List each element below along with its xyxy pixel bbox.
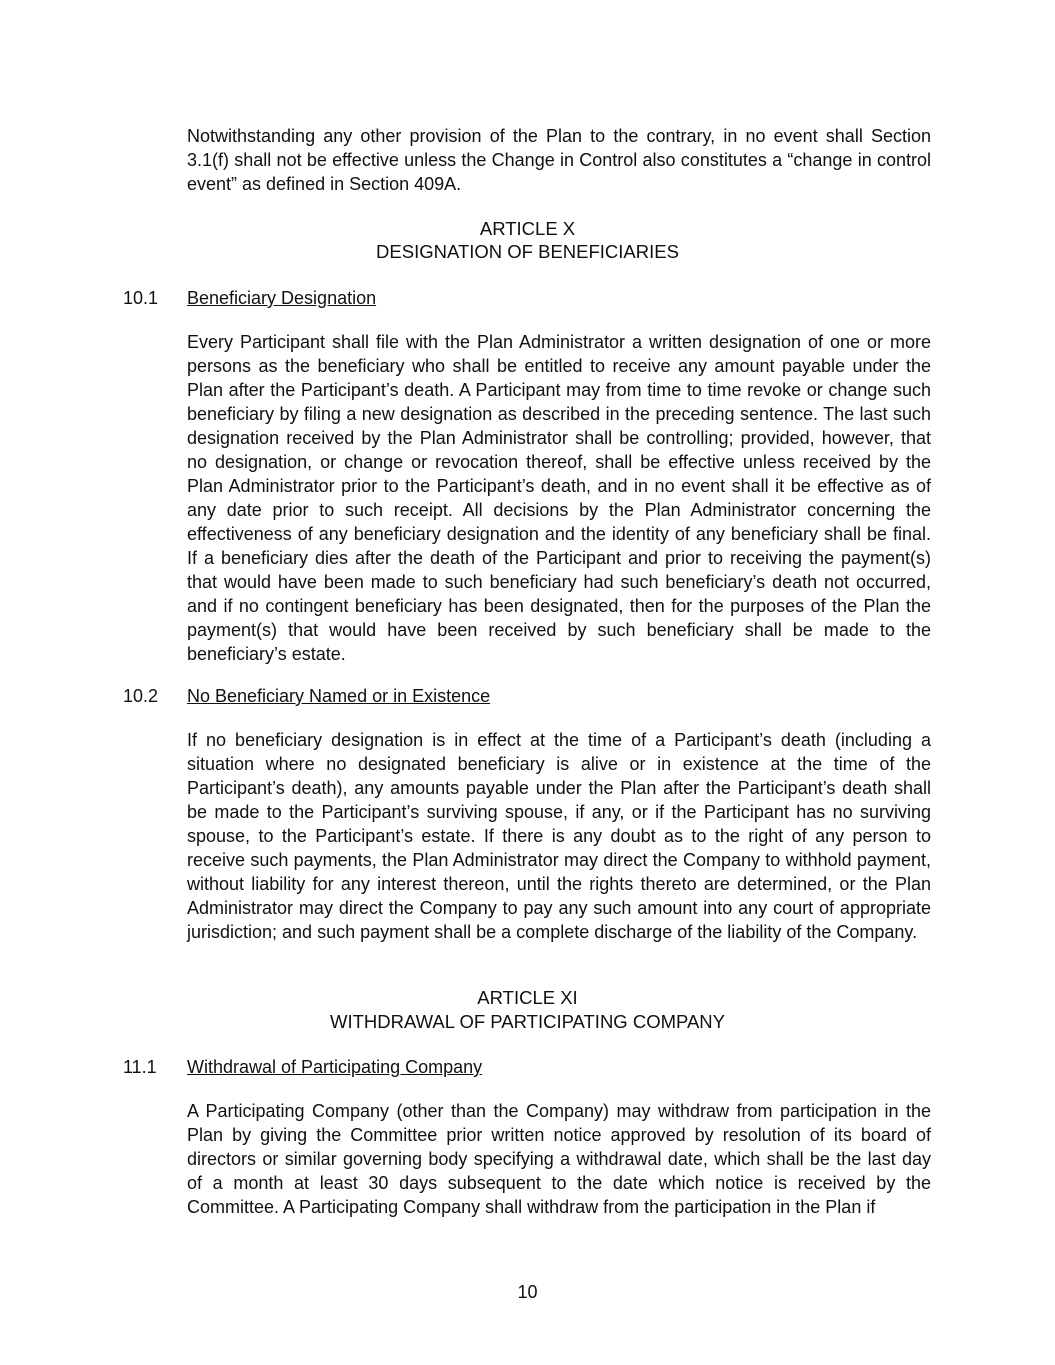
section-11-1-title: Withdrawal of Participating Company: [187, 1057, 483, 1077]
section-10-2-number: 10.2: [123, 686, 159, 706]
section-10-2-body: If no beneficiary designation is in effect at the time of a Participant’s death (including a situation where no designated beneficiary is alive or in existence at the time of the Participant’s death), any amounts payable under the Plan after the Participant’s death shall be made to the Participant’s surviving spouse, if any, or if the Participant has no surviving spouse, to the Participant’s estate. If there is any doubt as to the right of any person to receive such payments, the Plan Administrator may direct the Company to withhold payment, without liability for any interest thereon, until the rights thereto are determined, or the Plan Administrator may direct the Company to pay any such amount into any court of appropriate jurisdiction; and such payment shall be a complete discharge of the liability of the Company.: [187, 730, 931, 942]
section-11-1-number: 11.1: [123, 1057, 157, 1077]
section-10-1-number: 10.1: [123, 288, 159, 308]
article-xi-title: WITHDRAWAL OF PARTICIPATING COMPANY: [329, 1011, 726, 1032]
section-11-1-body: A Participating Company (other than the Company) may withdraw from participation in the Plan by giving the Committee prior written notice approved by resolution of its board of directors or similar governing body specifying a withdrawal date, which shall be the last day of a month at least 30 days subsequent to the date which notice is received by the Committee. A Participating Company shall withdraw from the participation in the Plan if: [187, 1101, 931, 1217]
article-x-title: DESIGNATION OF BENEFICIARIES: [376, 241, 679, 262]
section-10-1-title: Beneficiary Designation: [187, 288, 377, 308]
article-xi-label: ARTICLE XI: [477, 987, 578, 1008]
intro-paragraph: Notwithstanding any other provision of the Plan to the contrary, in no event shall Section 3.1(f) shall not be effective unless the Change in Control also constitutes a “change in control event” as defined in Section 409A.: [187, 126, 931, 194]
page-number: 10: [517, 1282, 538, 1302]
article-x-label: ARTICLE X: [479, 218, 576, 239]
section-10-1-body: Every Participant shall file with the Plan Administrator a written designation of one or more persons as the beneficiary who shall be entitled to receive any amount payable under the Plan after the Participant’s death. A Participant may from time to time revoke or change such beneficiary by filing a new designation as described in the preceding sentence. The last such designation received by the Plan Administrator shall be controlling; provided, however, that no designation, or change or revocation thereof, shall be effective unless received by the Plan Administrator prior to the Participant’s death, and in no event shall it be effective as of any date prior to such receipt. All decisions by the Plan Administrator concerning the effectiveness of any beneficiary designation and the identity of any beneficiary shall be final. If a beneficiary dies after the death of the Participant and prior to receiving the payment(s) that would have been made to such beneficiary had such beneficiary’s death not occurred, and if no contingent beneficiary has been designated, then for the purposes of the Plan the payment(s) that would have been received by such beneficiary shall be made to the beneficiary’s estate.: [187, 332, 931, 664]
section-10-2-title: No Beneficiary Named or in Existence: [187, 686, 491, 706]
